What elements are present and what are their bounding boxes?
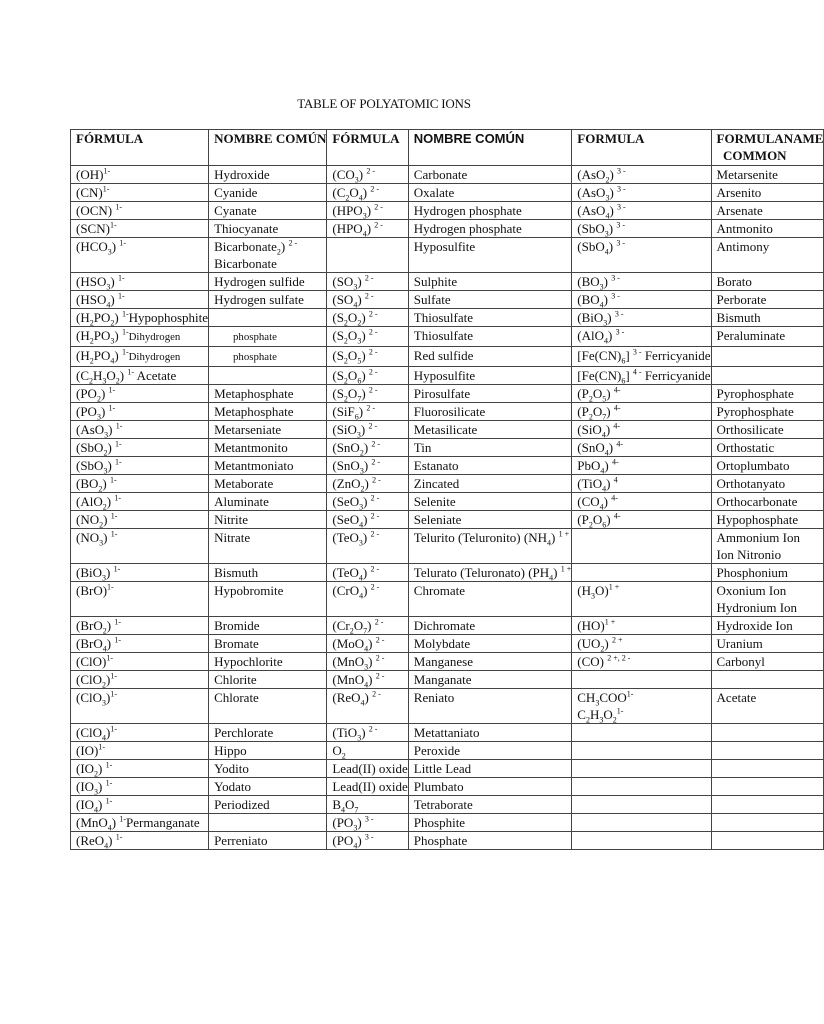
cell-formula-2: $(PO_3)$ $^{3 -}$ [327, 814, 408, 832]
header-name-3: FORMULANAME COMMON [711, 130, 824, 166]
cell-name-3 [711, 796, 824, 814]
cell-formula-1: $(BO_2)$ $^{1-}$ [71, 475, 209, 493]
cell-formula-3 [572, 778, 711, 796]
cell-name-3: Orthostatic [711, 439, 824, 457]
header-name-2: NOMBRE COMÚN [408, 130, 571, 166]
table-row [71, 511, 824, 529]
cell-name-2: Sulfate [408, 291, 571, 309]
table-row [71, 403, 824, 421]
cell-name-3: Peraluminate [711, 327, 824, 347]
cell-formula-2: (SnO$_2$) $^{2 -}$ [327, 439, 408, 457]
cell-name-1: phosphate [209, 347, 327, 367]
header-formula-1: FÓRMULA [71, 130, 209, 166]
cell-name-3 [711, 724, 824, 742]
cell-name-1: Nitrite [209, 511, 327, 529]
cell-formula-2: (SeO$_4$) $^{2 -}$ [327, 511, 408, 529]
cell-name-1: Perreniato [209, 832, 327, 850]
table-row [71, 184, 824, 202]
cell-name-3: Bismuth [711, 309, 824, 327]
table-row [71, 367, 824, 385]
cell-formula-1: $(ClO_2)^{1-}$ [71, 671, 209, 689]
cell-formula-1: $(IO_2)$ $^{1-}$ [71, 760, 209, 778]
cell-formula-1: $(IO_3)$ $^{1-}$ [71, 778, 209, 796]
cell-name-1: Yodato [209, 778, 327, 796]
cell-formula-2: $B_4O_7$ [327, 796, 408, 814]
cell-formula-3: $(H_3O)^{1 +}$ [572, 582, 711, 617]
cell-name-2: Metattaniato [408, 724, 571, 742]
cell-name-3: Carbonyl [711, 653, 824, 671]
cell-name-2: Phosphite [408, 814, 571, 832]
cell-name-2: Hyposulfite [408, 238, 571, 273]
cell-formula-1: (IO)$^{1-}$ [71, 742, 209, 760]
cell-name-3: Oxonium Ion Hydronium Ion [711, 582, 824, 617]
cell-formula-1: (AlO$_2$) $^{1-}$ [71, 493, 209, 511]
cell-formula-2: (TeO$_4$) $^{2 -}$ [327, 564, 408, 582]
cell-formula-3: (CO) $^{2 +, 2 -}$ [572, 653, 711, 671]
cell-formula-3: (SnO$_4$) $^{4-}$ [572, 439, 711, 457]
cell-name-3: Ortoplumbato [711, 457, 824, 475]
cell-name-2: Oxalate [408, 184, 571, 202]
cell-name-3: Arsenito [711, 184, 824, 202]
cell-formula-3: (AsO$_4$) $^{3 -}$ [572, 202, 711, 220]
cell-name-3: Orthocarbonate [711, 493, 824, 511]
cell-formula-3: $(P_2O_6)$ $^{4-}$ [572, 511, 711, 529]
table-row [71, 327, 824, 347]
cell-formula-2: (SnO$_3$) $^{2 -}$ [327, 457, 408, 475]
table-row [71, 635, 824, 653]
header-row [71, 130, 824, 166]
cell-formula-2: $(CO_3)$ $^{2 -}$ [327, 166, 408, 184]
cell-name-3 [711, 778, 824, 796]
cell-name-1: Perchlorate [209, 724, 327, 742]
cell-formula-3: $(BO_4)$ $^{3 -}$ [572, 291, 711, 309]
table-row [71, 832, 824, 850]
cell-formula-1: (OH)$^{1-}$ [71, 166, 209, 184]
cell-formula-3: $[Fe(CN)_6]$ $^{4 -}$ Ferricyanide [572, 367, 711, 385]
cell-formula-1: (SbO$_3$) $^{1-}$ [71, 457, 209, 475]
cell-formula-1: (BiO$_3$) $^{1-}$ [71, 564, 209, 582]
cell-formula-2: (SeO$_3$) $^{2 -}$ [327, 493, 408, 511]
cell-name-1: phosphate [209, 327, 327, 347]
cell-formula-1: $(HSO_4)$ $^{1-}$ [71, 291, 209, 309]
cell-formula-1: $(NO_2)$ $^{1-}$ [71, 511, 209, 529]
cell-name-1: Hypobromite [209, 582, 327, 617]
cell-name-2: Peroxide [408, 742, 571, 760]
cell-name-3: Ammonium Ion Ion Nitronio [711, 529, 824, 564]
table-row [71, 493, 824, 511]
cell-formula-2 [327, 238, 408, 273]
cell-formula-3: (TiO$_4$) $^4$ [572, 475, 711, 493]
table-row [71, 742, 824, 760]
cell-formula-2: $(HPO_4)$ $^{2 -}$ [327, 220, 408, 238]
cell-formula-3: $(CO_4)$ $^{4-}$ [572, 493, 711, 511]
cell-formula-3: (HO)$^{1 +}$ [572, 617, 711, 635]
cell-name-2: Tetraborate [408, 796, 571, 814]
cell-formula-2: Lead(II) oxide [327, 778, 408, 796]
cell-name-1: Yodito [209, 760, 327, 778]
cell-name-3 [711, 832, 824, 850]
cell-name-2: Dichromate [408, 617, 571, 635]
cell-formula-1: (MnO$_4$) $^{1-}$Permanganate [71, 814, 209, 832]
cell-name-3: Orthosilicate [711, 421, 824, 439]
cell-name-3: Antmonito [711, 220, 824, 238]
cell-name-1: Nitrate [209, 529, 327, 564]
cell-name-1: Metaphosphate [209, 385, 327, 403]
table-row [71, 814, 824, 832]
table-row [71, 564, 824, 582]
cell-formula-1: $(ClO_3)^{1-}$ [71, 689, 209, 724]
table-row [71, 760, 824, 778]
table-row [71, 347, 824, 367]
cell-formula-2: (SiO$_3$) $^{2 -}$ [327, 421, 408, 439]
cell-name-1: Metantmoniato [209, 457, 327, 475]
table-row [71, 238, 824, 273]
cell-formula-3 [572, 832, 711, 850]
cell-formula-3: $(UO_2)$ $^{2 +}$ [572, 635, 711, 653]
cell-formula-1: $(NO_3)$ $^{1-}$ [71, 529, 209, 564]
cell-name-1 [209, 814, 327, 832]
cell-name-2: Plumbato [408, 778, 571, 796]
cell-name-3: Borato [711, 273, 824, 291]
cell-name-2: Selenite [408, 493, 571, 511]
cell-name-2: Estanato [408, 457, 571, 475]
cell-formula-3: (AsO$_2$) $^{3 -}$ [572, 166, 711, 184]
table-row [71, 617, 824, 635]
cell-name-1: Hypochlorite [209, 653, 327, 671]
table-row [71, 529, 824, 564]
cell-formula-1: $(C_2H_3O_2)$ $^{1-}$ Acetate [71, 367, 209, 385]
cell-name-1: Cyanate [209, 202, 327, 220]
cell-name-3 [711, 367, 824, 385]
cell-formula-1: $(HCO_3)$ $^{1-}$ [71, 238, 209, 273]
cell-name-2: Hyposulfite [408, 367, 571, 385]
cell-formula-2: (MnO$_3$) $^{2 -}$ [327, 653, 408, 671]
cell-name-1 [209, 367, 327, 385]
cell-formula-2: $(Cr_2O_7)$ $^{2 -}$ [327, 617, 408, 635]
cell-name-3: Pyrophosphate [711, 385, 824, 403]
cell-formula-1: (OCN) $^{1-}$ [71, 202, 209, 220]
header-formula-2: FÓRMULA [327, 130, 408, 166]
cell-formula-2: $(SO_4)$ $^{2 -}$ [327, 291, 408, 309]
cell-formula-2: $(S_2O_7)$ $^{2 -}$ [327, 385, 408, 403]
cell-name-1: Cyanide [209, 184, 327, 202]
cell-name-2: Thiosulfate [408, 309, 571, 327]
cell-name-1: Aluminate [209, 493, 327, 511]
cell-name-2: Manganate [408, 671, 571, 689]
cell-formula-3 [572, 724, 711, 742]
cell-formula-2: (TiO$_3$) $^{2 -}$ [327, 724, 408, 742]
cell-formula-1: $(IO_4)$ $^{1-}$ [71, 796, 209, 814]
page-title: TABLE OF POLYATOMIC IONS [297, 96, 471, 111]
cell-name-1: Hydrogen sulfide [209, 273, 327, 291]
cell-name-3: Orthotanyato [711, 475, 824, 493]
cell-name-3: Acetate [711, 689, 824, 724]
cell-formula-3 [572, 796, 711, 814]
cell-formula-1: (BrO)$^{1-}$ [71, 582, 209, 617]
cell-formula-1: (SCN)$^{1-}$ [71, 220, 209, 238]
cell-name-3: Antimony [711, 238, 824, 273]
cell-formula-3 [572, 671, 711, 689]
cell-formula-3: $(P_2O_5)$ $^{4-}$ [572, 385, 711, 403]
cell-name-3 [711, 814, 824, 832]
cell-name-1: Hydroxide [209, 166, 327, 184]
cell-formula-3: $(BO_3)$ $^{3 -}$ [572, 273, 711, 291]
cell-formula-1: $(H_2PO_4)$ $^{1-}$Dihydrogen [71, 347, 209, 367]
cell-name-2: Zincated [408, 475, 571, 493]
cell-formula-2: $O_2$ [327, 742, 408, 760]
table-row [71, 421, 824, 439]
cell-name-3 [711, 347, 824, 367]
polyatomic-ions-table [70, 129, 824, 850]
cell-formula-3: $CH_3COO^{1-}$ $C_2H_3O_2^{1-}$ [572, 689, 711, 724]
cell-formula-3: (BiO$_3$) $^{3 -}$ [572, 309, 711, 327]
cell-formula-2: (ReO$_4$) $^{2 -}$ [327, 689, 408, 724]
cell-name-2: Red sulfide [408, 347, 571, 367]
cell-formula-1: $(HSO_3)$ $^{1-}$ [71, 273, 209, 291]
table-row [71, 724, 824, 742]
cell-formula-1: $(PO_3)$ $^{1-}$ [71, 403, 209, 421]
table-row [71, 166, 824, 184]
cell-formula-3: $(P_2O_7)$ $^{4-}$ [572, 403, 711, 421]
cell-name-1: Bromide [209, 617, 327, 635]
cell-name-3 [711, 742, 824, 760]
cell-name-1: Metaphosphate [209, 403, 327, 421]
cell-formula-2: $(SO_3)$ $^{2 -}$ [327, 273, 408, 291]
cell-name-2: Carbonate [408, 166, 571, 184]
cell-formula-3: (SbO$_3$) $^{3 -}$ [572, 220, 711, 238]
cell-formula-1: (AsO$_3$) $^{1-}$ [71, 421, 209, 439]
cell-formula-1: $(PO_2)$ $^{1-}$ [71, 385, 209, 403]
cell-name-2: Hydrogen phosphate [408, 220, 571, 238]
cell-formula-3: PbO$_4$) $^{4-}$ [572, 457, 711, 475]
cell-name-1: Metarseniate [209, 421, 327, 439]
cell-name-2: Tin [408, 439, 571, 457]
table-row [71, 273, 824, 291]
cell-name-3: Perborate [711, 291, 824, 309]
cell-formula-3: (AsO$_3$) $^{3 -}$ [572, 184, 711, 202]
cell-name-2: Thiosulfate [408, 327, 571, 347]
cell-formula-1: (BrO$_4$) $^{1-}$ [71, 635, 209, 653]
table-row [71, 457, 824, 475]
table-row [71, 653, 824, 671]
cell-formula-2: (MnO$_4$) $^{2 -}$ [327, 671, 408, 689]
cell-name-2: Reniato [408, 689, 571, 724]
cell-name-1: Bismuth [209, 564, 327, 582]
cell-formula-1: $(H_2PO_3)$ $^{1-}$Dihydrogen [71, 327, 209, 347]
cell-name-2: Pirosulfate [408, 385, 571, 403]
cell-formula-2: $(S_2O_3)$ $^{2 -}$ [327, 327, 408, 347]
cell-name-2: Little Lead [408, 760, 571, 778]
cell-formula-2: (ZnO$_2$) $^{2 -}$ [327, 475, 408, 493]
cell-name-1: Thiocyanate [209, 220, 327, 238]
header-formula-3: FORMULA [572, 130, 711, 166]
cell-name-1: Hippo [209, 742, 327, 760]
cell-formula-1: $(H_2PO_2)$ $^{1-}$Hypophosphite [71, 309, 209, 327]
table-body [71, 130, 824, 850]
cell-name-3: Uranium [711, 635, 824, 653]
cell-formula-1: $(ClO_4)^{1-}$ [71, 724, 209, 742]
cell-formula-2: (SiF$_6$) $^{2 -}$ [327, 403, 408, 421]
table-row [71, 291, 824, 309]
cell-formula-3: (SiO$_4$) $^{4-}$ [572, 421, 711, 439]
cell-name-3: Hypophosphate [711, 511, 824, 529]
cell-name-2: Chromate [408, 582, 571, 617]
table-row [71, 796, 824, 814]
cell-name-3: Phosphonium [711, 564, 824, 582]
cell-name-2: Fluorosilicate [408, 403, 571, 421]
cell-name-2: Telurito (Teluronito) $(NH_4)$ $^{1 +}$ [408, 529, 571, 564]
table-row [71, 778, 824, 796]
cell-name-3: Arsenate [711, 202, 824, 220]
cell-formula-3 [572, 760, 711, 778]
cell-name-2: Manganese [408, 653, 571, 671]
cell-name-3: Metarsenite [711, 166, 824, 184]
cell-name-1: Metantmonito [209, 439, 327, 457]
cell-formula-3: (AlO$_4$) $^{3 -}$ [572, 327, 711, 347]
table-row [71, 582, 824, 617]
cell-formula-2: $(C_2O_4)$ $^{2 -}$ [327, 184, 408, 202]
cell-name-3: Hydroxide Ion [711, 617, 824, 635]
cell-formula-2: $(HPO_3)$ $^{2 -}$ [327, 202, 408, 220]
cell-formula-3: (SbO$_4$) $^{3 -}$ [572, 238, 711, 273]
table-row [71, 309, 824, 327]
cell-formula-3 [572, 742, 711, 760]
cell-name-1: Bicarbonate$_2$) $^{2 -}$ Bicarbonate [209, 238, 327, 273]
cell-formula-2: (TeO$_3$) $^{2 -}$ [327, 529, 408, 564]
cell-name-2: Molybdate [408, 635, 571, 653]
table-row [71, 202, 824, 220]
cell-formula-2: $(S_2O_2)$ $^{2 -}$ [327, 309, 408, 327]
cell-formula-2: $(S_2O_5)$ $^{2 -}$ [327, 347, 408, 367]
cell-formula-3 [572, 529, 711, 564]
cell-name-1: Periodized [209, 796, 327, 814]
cell-name-1: Bromate [209, 635, 327, 653]
cell-name-2: Seleniate [408, 511, 571, 529]
cell-name-2: Sulphite [408, 273, 571, 291]
cell-formula-2: $(S_2O_6)$ $^{2 -}$ [327, 367, 408, 385]
table-row [71, 671, 824, 689]
cell-name-1: Chlorate [209, 689, 327, 724]
cell-name-2: Telurato (Teluronato) $(PH_4)$ $^{1 +}$ [408, 564, 571, 582]
cell-formula-1: (BrO$_2$) $^{1-}$ [71, 617, 209, 635]
cell-formula-1: (ClO)$^{1-}$ [71, 653, 209, 671]
table-row [71, 475, 824, 493]
table-row [71, 220, 824, 238]
cell-name-2: Hydrogen phosphate [408, 202, 571, 220]
table-row [71, 689, 824, 724]
cell-name-3 [711, 760, 824, 778]
table-row [71, 385, 824, 403]
cell-formula-1: (ReO$_4$) $^{1-}$ [71, 832, 209, 850]
cell-name-3: Pyrophosphate [711, 403, 824, 421]
cell-name-1: Chlorite [209, 671, 327, 689]
cell-name-1 [209, 309, 327, 327]
table-row [71, 439, 824, 457]
cell-formula-1: (SbO$_2$) $^{1-}$ [71, 439, 209, 457]
cell-formula-3: $[Fe(CN)_6]$ $^{3 -}$ Ferricyanide [572, 347, 711, 367]
cell-formula-2: (MoO$_4$) $^{2 -}$ [327, 635, 408, 653]
cell-name-2: Phosphate [408, 832, 571, 850]
cell-name-3 [711, 671, 824, 689]
cell-name-1: Hydrogen sulfate [209, 291, 327, 309]
cell-formula-2: Lead(II) oxide [327, 760, 408, 778]
header-name-1: NOMBRE COMÚN [209, 130, 327, 166]
cell-name-1: Metaborate [209, 475, 327, 493]
cell-name-2: Metasilicate [408, 421, 571, 439]
cell-formula-3 [572, 564, 711, 582]
cell-formula-3 [572, 814, 711, 832]
cell-formula-1: (CN)$^{1-}$ [71, 184, 209, 202]
cell-formula-2: $(PO_4)$ $^{3 -}$ [327, 832, 408, 850]
cell-formula-2: (CrO$_4$) $^{2 -}$ [327, 582, 408, 617]
